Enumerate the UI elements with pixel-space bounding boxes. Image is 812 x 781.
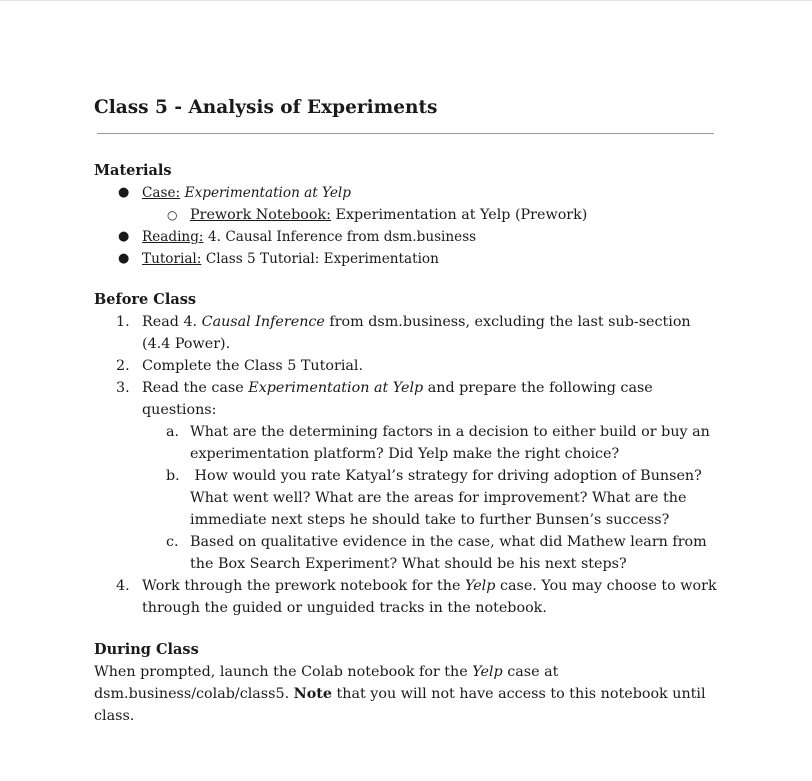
paragraph-text: that you will not have access to this notebook until class.: [94, 686, 706, 724]
document-body: [94, 95, 719, 727]
materials-item-reading: [94, 226, 719, 248]
hollow-bullet-icon: ○: [167, 208, 178, 222]
case-link[interactable]: Case:: [142, 185, 181, 201]
item-text: Work through the prework notebook for the: [142, 578, 466, 594]
during-class-paragraph: [94, 661, 719, 727]
item-emphasis: Causal Inference: [201, 314, 325, 330]
case-question-c: [94, 531, 719, 575]
tutorial-link[interactable]: Tutorial:: [142, 251, 202, 267]
question-letter: a.: [166, 424, 180, 440]
paragraph-emphasis: Yelp: [472, 664, 503, 680]
item-number: 4.: [116, 578, 130, 594]
prework-notebook-title: Experimentation at Yelp (Prework): [335, 207, 588, 223]
during-class-section: [94, 639, 719, 727]
before-class-heading: Before Class: [94, 291, 197, 308]
item-number: 1.: [116, 314, 130, 330]
item-emphasis: Yelp: [465, 578, 496, 594]
item-number: 2.: [116, 358, 130, 374]
during-class-heading: During Class: [94, 641, 199, 658]
before-item-4: [94, 575, 719, 619]
item-text: case. You may choose to work through the guided or unguided tracks in the notebook.: [142, 578, 717, 616]
before-class-list: [94, 311, 719, 619]
before-item-1: [94, 311, 719, 355]
before-class-section: [94, 289, 719, 619]
bullet-icon: ●: [118, 185, 130, 200]
page-title: Class 5 - Analysis of Experiments: [94, 97, 438, 118]
page-top-border: [0, 0, 812, 1]
note-bold: Note: [293, 686, 332, 702]
paragraph-text: When prompted, launch the Colab notebook for the: [94, 664, 473, 680]
item-text: and prepare the following case questions:: [142, 380, 653, 418]
question-text: What are the determining factors in a decision to either build or buy an experimentation platform? Did Yelp make the right choice?: [190, 424, 710, 462]
reading-link[interactable]: Reading:: [142, 229, 204, 245]
item-text: from dsm.business, excluding the last sub-section (4.4 Power).: [142, 314, 691, 352]
reading-title: 4. Causal Inference from dsm.business: [208, 229, 477, 245]
materials-heading: Materials: [94, 162, 172, 179]
question-letter: c.: [166, 534, 179, 550]
item-text: Complete the Class 5 Tutorial.: [142, 358, 364, 374]
item-text: Read 4.: [142, 314, 202, 330]
bullet-icon: ●: [118, 229, 130, 244]
before-item-3: [94, 377, 719, 421]
case-question-b: [94, 465, 719, 531]
question-letter: b.: [166, 468, 180, 484]
item-number: 3.: [116, 380, 130, 396]
case-title: Experimentation at Yelp: [184, 185, 351, 201]
before-item-2: [94, 355, 719, 377]
materials-list: [94, 182, 719, 270]
question-text: Based on qualitative evidence in the case, what did Mathew learn from the Box Search Experiment? What should be his next steps?: [190, 534, 707, 572]
prework-notebook-link[interactable]: Prework Notebook:: [190, 207, 331, 223]
case-question-a: [94, 421, 719, 465]
materials-item-tutorial: [94, 248, 719, 270]
question-text: How would you rate Katyal’s strategy for driving adoption of Bunsen? What went well? What are the areas for improvement? What are the immediate next steps he should take to further Bunsen’s success?: [190, 468, 707, 528]
item-text: Read the case: [142, 380, 249, 396]
materials-item-case: [94, 182, 719, 204]
paragraph-text: case at dsm.business/colab/class5.: [94, 664, 559, 702]
title-divider: [97, 133, 714, 134]
materials-section: [94, 160, 719, 270]
bullet-icon: ●: [118, 251, 130, 266]
item-emphasis: Experimentation at Yelp: [248, 380, 424, 396]
tutorial-title: Class 5 Tutorial: Experimentation: [205, 251, 439, 267]
materials-subitem-prework: [94, 204, 719, 226]
